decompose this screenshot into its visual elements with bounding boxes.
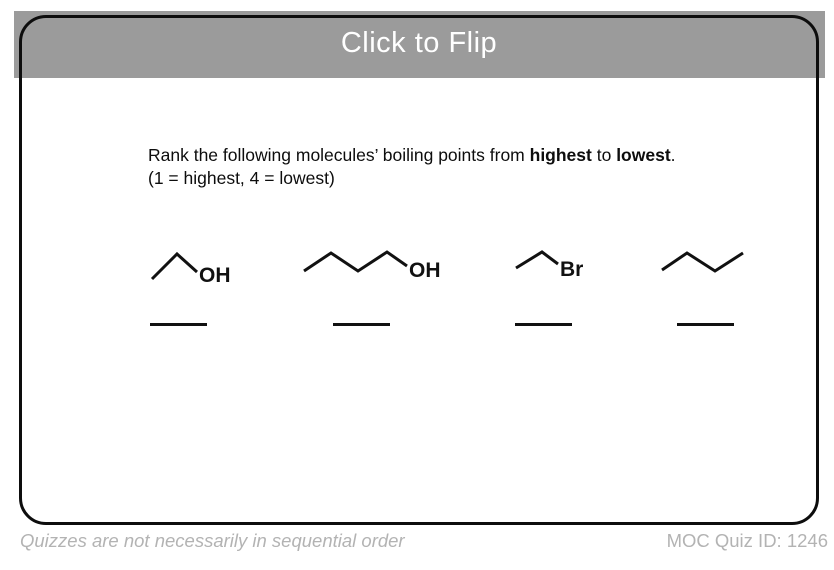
- bromoethane-skeletal-icon: [515, 246, 590, 288]
- molecule-ethanol: [150, 246, 240, 288]
- answer-blank-4: [677, 323, 734, 326]
- molecule-butanol: [300, 246, 448, 288]
- butanol-oh-label: OH: [409, 259, 441, 282]
- question-mid: to: [591, 145, 617, 165]
- butanol-skeletal-icon: [300, 246, 448, 288]
- question-bold-lowest: lowest: [616, 145, 671, 165]
- answer-blank-1: [150, 323, 207, 326]
- ethanol-skeletal-icon: [150, 246, 240, 288]
- question-pre: Rank the following molecules’ boiling points from: [148, 145, 530, 165]
- butane-skeletal-icon: [660, 246, 748, 288]
- molecule-butane: [660, 246, 748, 288]
- answer-blank-2: [333, 323, 390, 326]
- quiz-id: MOC Quiz ID: 1246: [666, 530, 828, 551]
- question-bold-highest: highest: [529, 145, 592, 165]
- answer-blank-3: [515, 323, 572, 326]
- question-period: .: [670, 145, 676, 165]
- question-text: [148, 144, 748, 190]
- bromoethane-br-label: Br: [560, 258, 584, 281]
- question-line2: (1 = highest, 4 = lowest): [148, 168, 335, 188]
- ethanol-oh-label: OH: [199, 264, 231, 287]
- footer-note: Quizzes are not necessarily in sequential order: [20, 530, 405, 551]
- molecule-bromoethane: [515, 246, 590, 288]
- card-header-title: Click to Flip: [340, 27, 498, 59]
